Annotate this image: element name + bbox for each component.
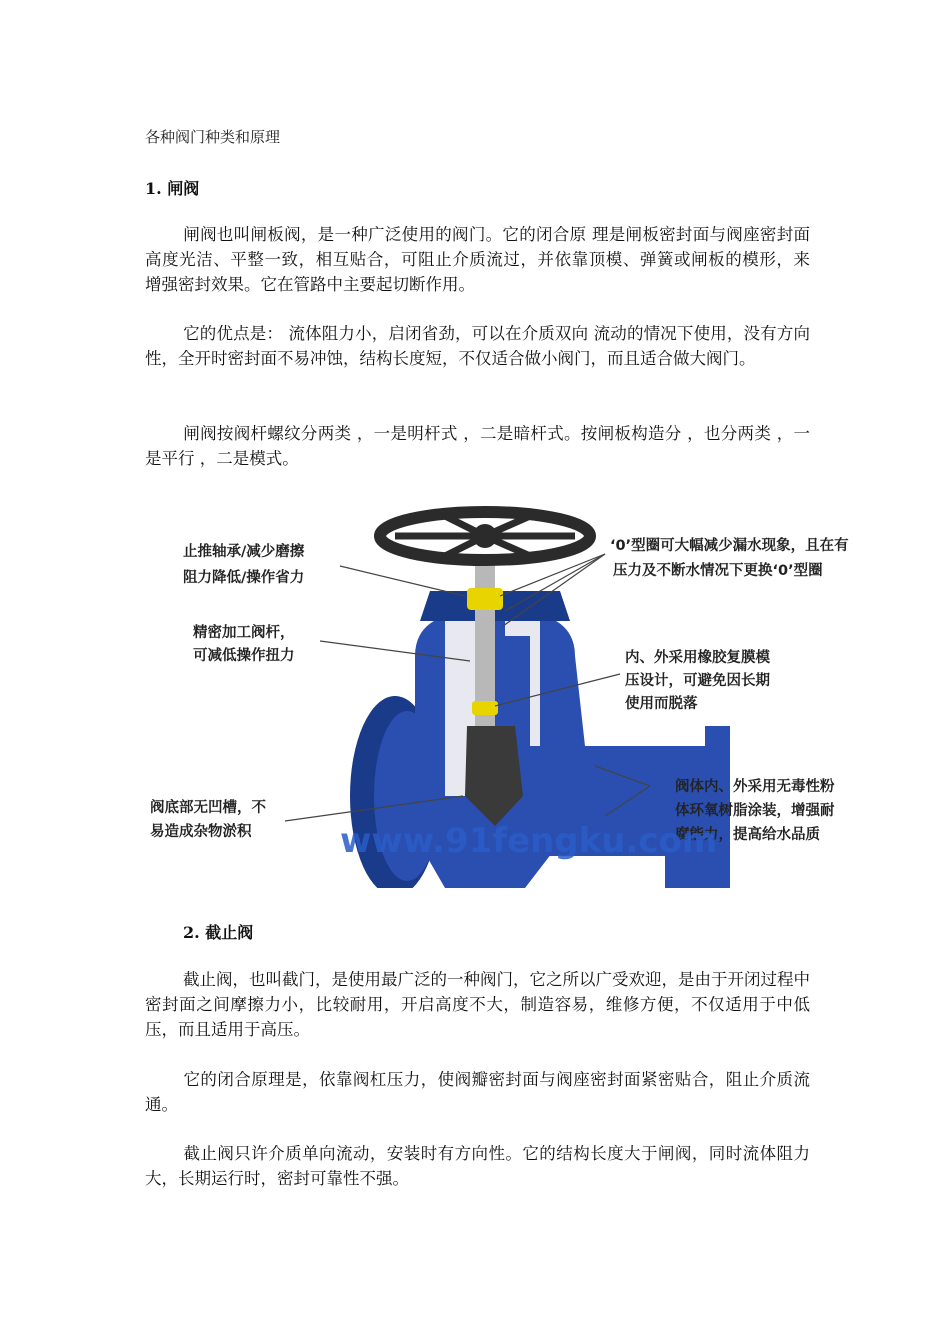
label-rubber-coating: 内、外采用橡胶复膜模: [625, 650, 770, 666]
label-thrust-bearing: 阻力降低/操作省力: [183, 570, 305, 586]
section-heading-gate-valve: 1. 闸阀: [145, 179, 200, 198]
label-stem: 精密加工阀杆，: [193, 625, 295, 641]
label-thrust-bearing: 止推轴承/减少磨擦: [183, 544, 305, 560]
paragraph-text: 闸阀也叫闸板阀，是一种广泛使用的阀门。它的闭合原 理是闸板密封面与阀座密封面高度光洁、平整一致，相互贴合，可阻止介质流过，并依靠顶模、弹簧或闸板的模形，来 增强密封效果。它在管路中主要起切断作用。: [145, 225, 810, 294]
paragraph: [145, 421, 810, 471]
label-rubber-coating: 压设计，可避免因长期: [625, 673, 770, 689]
label-epoxy-coating: 体环氧树脂涂装，增强耐: [675, 803, 835, 819]
paragraph-text: 它的优点是： 流体阻力小，启闭省劲，可以在介质双向 流动的情况下使用，没有方向性，全开时密封面不易冲蚀，结构长度短，不仅适合做小阀门，而且适合做大阀门。: [145, 324, 810, 368]
paragraph: [145, 1141, 810, 1191]
paragraph-text: 闸阀按阀杆螺纹分两类 ，一是明杆式 ，二是暗杆式。按闸板构造分 ，也分两类 ，一是平行 ，二是模式。: [145, 424, 810, 468]
paragraph: [145, 321, 810, 371]
label-valve-bottom: 阀底部无凹槽，不: [150, 800, 266, 816]
label-stem: 可减低操作扭力: [193, 648, 295, 664]
label-rubber-coating: 使用而脱落: [625, 696, 698, 712]
section-heading-globe-valve: 2. 截止阀: [183, 923, 254, 942]
paragraph: [145, 1067, 810, 1117]
label-oring: ‘0’型圈可大幅减少漏水现象，且在有: [610, 538, 849, 554]
thrust-bearing: [467, 588, 503, 610]
paragraph-text: 截止阀只许介质单向流动，安装时有方向性。它的结构长度大于闸阀，同时流体阻力大，长期运行时，密封可靠性不强。: [145, 1144, 810, 1188]
label-valve-bottom: 易造成杂物淤积: [150, 824, 252, 840]
label-epoxy-coating: 腐能力，提高给水品质: [675, 827, 820, 843]
paragraph: [145, 967, 810, 1042]
paragraph: [145, 222, 810, 297]
label-epoxy-coating: 阀体内、外采用无毒性粉: [675, 779, 835, 795]
gate-valve-diagram: [145, 496, 915, 888]
label-oring: 压力及不断水情况下更换‘0’型圈: [613, 563, 823, 579]
document-title: 各种阀门种类和原理: [145, 128, 281, 146]
watermark: www.91fengku.com: [340, 821, 718, 861]
paragraph-text: 它的闭合原理是，依靠阀杠压力，使阀瓣密封面与阀座密封面紧密贴合，阻止介质流通。: [145, 1070, 810, 1114]
paragraph-text: 截止阀，也叫截门，是使用最广泛的一种阀门，它之所以广受欢迎，是由于开闭过程中密封面之间摩擦力小，比较耐用，开启高度不大，制造容易，维修方便，不仅适用于中低压，而且适用于高压。: [145, 970, 810, 1039]
gate-valve-illustration: [145, 496, 915, 888]
